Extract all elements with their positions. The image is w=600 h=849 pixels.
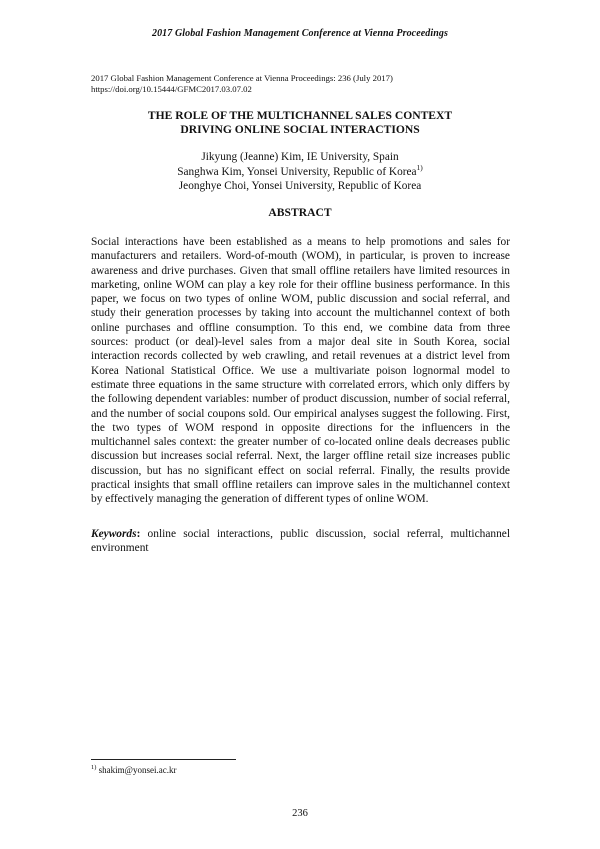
footnote-divider	[91, 759, 236, 760]
title-line-1: THE ROLE OF THE MULTICHANNEL SALES CONTEXT	[147, 109, 453, 122]
title-line-2: DRIVING ONLINE SOCIAL INTERACTIONS	[180, 122, 420, 136]
author-list	[0, 150, 600, 194]
author-name: Jeonghye Choi, Yonsei University, Republic of Korea	[178, 180, 422, 193]
footnote	[91, 765, 391, 776]
keywords-paragraph	[91, 527, 510, 556]
running-header: 2017 Global Fashion Management Conference at Vienna Proceedings	[151, 28, 449, 39]
abstract-heading: ABSTRACT	[268, 206, 332, 219]
doi-link[interactable]: https://doi.org/10.15444/GFMC2017.03.07.02	[91, 84, 252, 94]
footnote-marker: 1)	[416, 162, 423, 172]
page-number: 236	[292, 808, 308, 819]
author-line-2	[0, 162, 600, 180]
paper-title	[0, 109, 600, 136]
keywords-text: online social interactions, public discussion, social referral, multichannel environment	[91, 528, 510, 555]
author-name: Jikyung (Jeanne) Kim, IE University, Spain	[201, 151, 399, 163]
abstract-text: Social interactions have been established as a means to help promotions and sales for manufacturers and retailers. Word-of-mouth (WOM), in particular, is proven to increase awareness and drive purchases. Given that small offline retailers have limited resources in marketing, online WOM can play a key role for their offline business performance. In this paper, we focus on two types of online WOM, public discussion and social referral, and study their generation processes by taking into account the multichannel context of both online purchases and offline consumption. To this end, we combine data from three sources: product (or deal)-level sales from a major deal site in South Korea, social interaction records collected by web crawling, and retail revenues at a district level from Korea National Statistical Office. We use a multivariate poison lognormal model to estimate three equations in the same structure with correlated errors, which only differs by the following dependent variables: number of product discussion, number of social referral, and the number of social coupons sold. Our empirical analyses suggest the following. First, the two types of WOM respond in opposite directions for the influencers in the multichannel sales context: the greater number of co-located online deals decreases public discussion but increases social referral. Next, the larger offline retail size increases public discussion, but has no significant effect on social referral. Finally, the results provide practical insights that small offline retailers can improve sales in the multichannel context by effectively managing the generation of different types of online WOM.	[91, 236, 510, 506]
footnote-mark: 1)	[91, 764, 97, 771]
author-line-1	[0, 150, 600, 165]
citation-line: 2017 Global Fashion Management Conference at Vienna Proceedings: 236 (July 2017)	[91, 73, 393, 83]
citation-block	[91, 73, 511, 95]
author-line-3	[0, 179, 600, 194]
footnote-email[interactable]: shakim@yonsei.ac.kr	[96, 765, 177, 775]
keywords-separator: :	[136, 528, 141, 540]
keywords-label: Keywords	[91, 528, 137, 540]
author-name: Sanghwa Kim, Yonsei University, Republic of Korea	[177, 165, 417, 178]
